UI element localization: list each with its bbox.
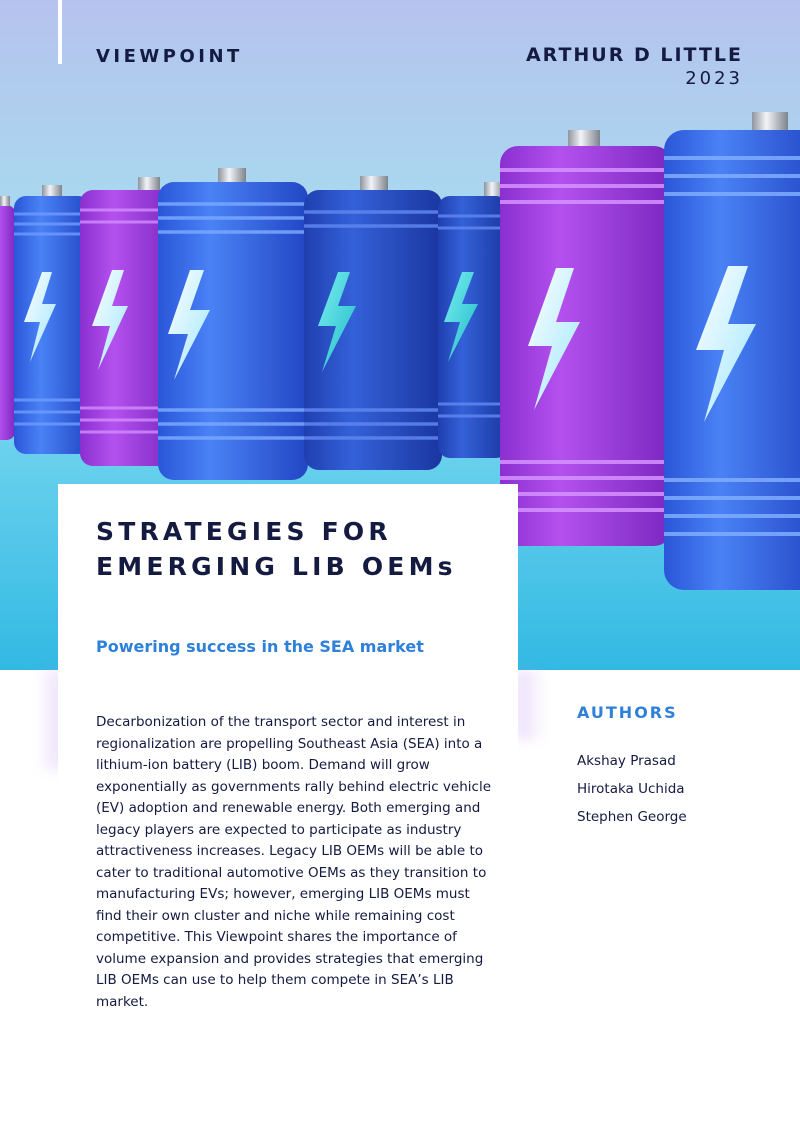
author-name: Hirotaka Uchida [577,781,685,797]
title-line: STRATEGIES FOR [96,517,392,546]
brand-logo [526,44,743,89]
series-label: VIEWPOINT [96,46,243,67]
battery-cell [158,168,308,480]
brand-name: ARTHUR D LITTLE [525,44,743,66]
title-line: EMERGING LIB OEMs [96,552,457,581]
authors-list [577,747,687,831]
battery-cell [14,185,90,454]
battery-cell [304,176,442,470]
page-title [96,514,496,584]
publication-year: 2023 [685,68,743,89]
author-name: Stephen George [577,809,687,825]
decorative-glow [516,670,546,740]
authors-heading: AUTHORS [577,703,678,722]
author-name: Akshay Prasad [577,753,676,769]
abstract-text: Decarbonization of the transport sector and interest in regionalization are propelling Southeast Asia (SEA) into a lithium-ion battery (LIB) boom. Demand will grow exponentially as governments rally behind electric vehicle (EV) adoption and renewable energy. Both emerging and legacy players are expected to participate as industry attractiveness increases. Legacy LIB OEMs will be able to cater to traditional automotive OEMs as they transition to manufacturing EVs; however, emerging LIB OEMs must find their own cluster and niche while remaining cost competitive. This Viewpoint shares the importance of volume expansion and provides strategies that emerging LIB OEMs can use to help them compete in SEA’s LIB market. [96,714,492,1010]
page-subtitle: Powering success in the SEA market [96,637,424,656]
battery-cell [500,130,672,546]
battery-cell [0,196,16,440]
battery-cell [664,112,800,590]
battery-cell [438,182,508,458]
top-accent-bar [58,0,62,64]
